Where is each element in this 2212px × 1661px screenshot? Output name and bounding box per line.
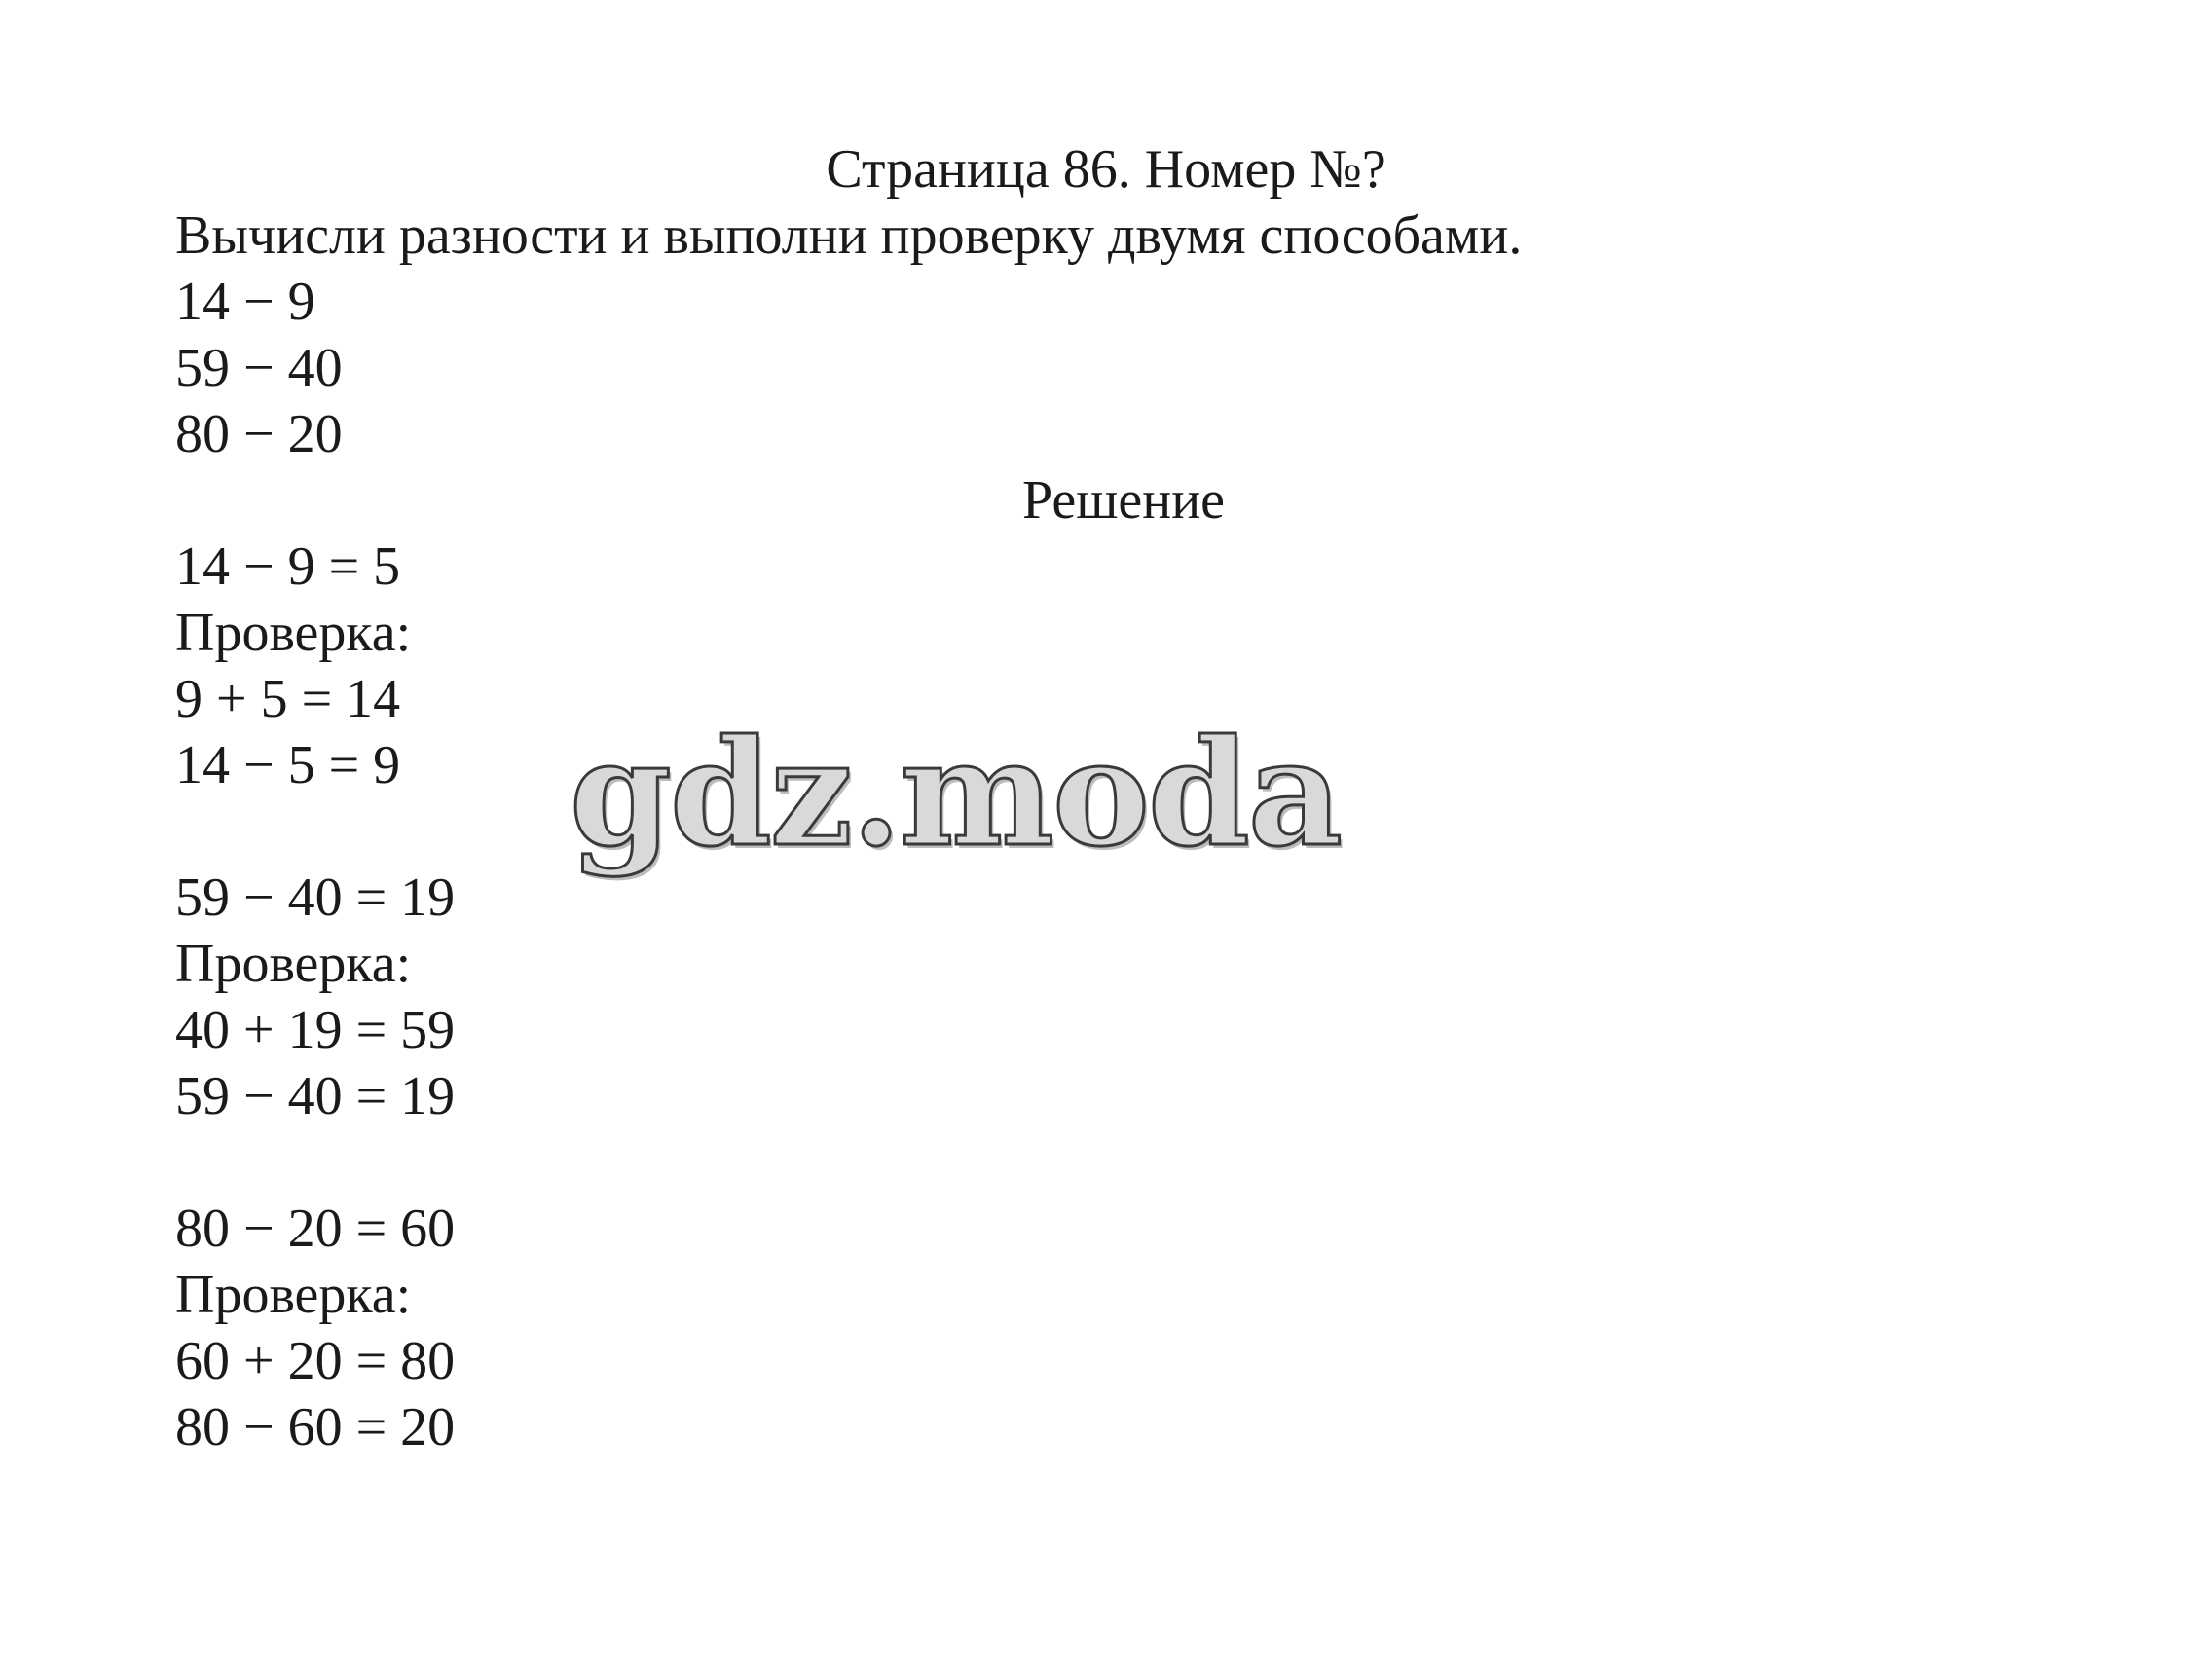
solution-1-equation: 14 − 9 = 5 — [175, 536, 401, 597]
solution-2-check-label: Проверка: — [175, 934, 412, 994]
exercise-2: 59 − 40 — [175, 338, 343, 398]
solution-3-check-label: Проверка: — [175, 1265, 412, 1325]
exercise-1: 14 − 9 — [175, 272, 315, 332]
page-title: Страница 86. Номер №? — [826, 139, 1386, 200]
solution-3-equation: 80 − 20 = 60 — [175, 1199, 456, 1259]
solution-1-check-subtraction: 14 − 5 = 9 — [175, 735, 401, 795]
watermark-logo: gdz.moda — [570, 708, 1342, 879]
solution-heading: Решение — [1022, 470, 1226, 531]
task-text: Вычисли разности и выполни проверку двумя способами. — [175, 205, 1523, 266]
solution-2-check-subtraction: 59 − 40 = 19 — [175, 1066, 456, 1126]
solution-3-check-addition: 60 + 20 = 80 — [175, 1331, 456, 1391]
solution-3-check-subtraction: 80 − 60 = 20 — [175, 1397, 456, 1458]
solution-1-check-addition: 9 + 5 = 14 — [175, 669, 401, 729]
exercise-3: 80 − 20 — [175, 404, 343, 464]
solution-2-check-addition: 40 + 19 = 59 — [175, 1000, 456, 1060]
solution-2-equation: 59 − 40 = 19 — [175, 867, 456, 928]
solution-1-check-label: Проверка: — [175, 603, 412, 663]
